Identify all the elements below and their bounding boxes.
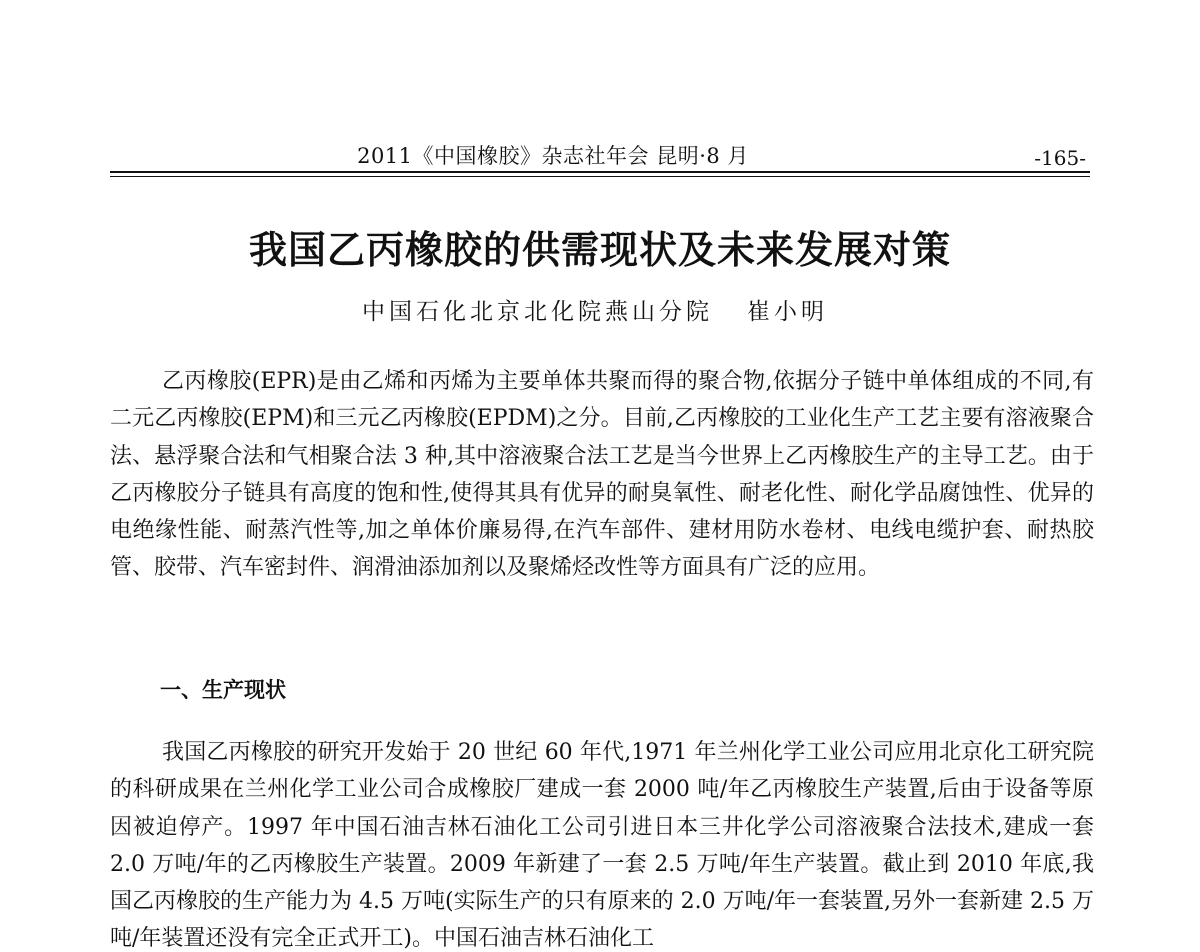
section-heading: 一、生产现状	[160, 678, 286, 702]
journal-header: 2011《中国橡胶》杂志社年会 昆明·8 月	[357, 144, 749, 168]
author-name: 崔小明	[747, 299, 828, 325]
header-rule-thick	[110, 171, 1090, 173]
header-rule-thin	[110, 176, 1090, 177]
byline	[0, 293, 1200, 326]
author-affiliation: 中国石化北京北化院燕山分院	[362, 299, 713, 325]
page-number: -165-	[1034, 146, 1086, 170]
section-paragraph: 我国乙丙橡胶的研究开发始于 20 世纪 60 年代,1971 年兰州化学工业公司应用北京化工研究院的科研成果在兰州化学工业公司合成橡胶厂建成一套 2000 吨/年乙丙橡胶生产装置,后由于设备等原因被迫停产。1997 年中国石油吉林石油化工公司引进日本三井化学公司溶液聚合法技术,建成一套 2.0 万吨/年的乙丙橡胶生产装置。2009 年新建了一套 2.5 万吨/年生产装置。截止到 2010 年底,我国乙丙橡胶的生产能力为 4.5 万吨(实际生产的只有原来的 2.0 万吨/年一套装置,另外一套新建 2.5 万吨/年装置还没有完全正式开工)。中国石油吉林石油化工	[110, 740, 1094, 952]
intro-paragraph: 乙丙橡胶(EPR)是由乙烯和丙烯为主要单体共聚而得的聚合物,依据分子链中单体组成的不同,有二元乙丙橡胶(EPM)和三元乙丙橡胶(EPDM)之分。目前,乙丙橡胶的工业化生产工艺主要有溶液聚合法、悬浮聚合法和气相聚合法 3 种,其中溶液聚合法工艺是当今世界上乙丙橡胶生产的主导工艺。由于乙丙橡胶分子链具有高度的饱和性,使得其具有优异的耐臭氧性、耐老化性、耐化学品腐蚀性、优异的电绝缘性能、耐蒸汽性等,加之单体价廉易得,在汽车部件、建材用防水卷材、电线电缆护套、耐热胶管、胶带、汽车密封件、润滑油添加剂以及聚烯烃改性等方面具有广泛的应用。	[110, 369, 1094, 581]
running-head	[112, 138, 1090, 172]
article-title: 我国乙丙橡胶的供需现状及未来发展对策	[248, 228, 951, 272]
